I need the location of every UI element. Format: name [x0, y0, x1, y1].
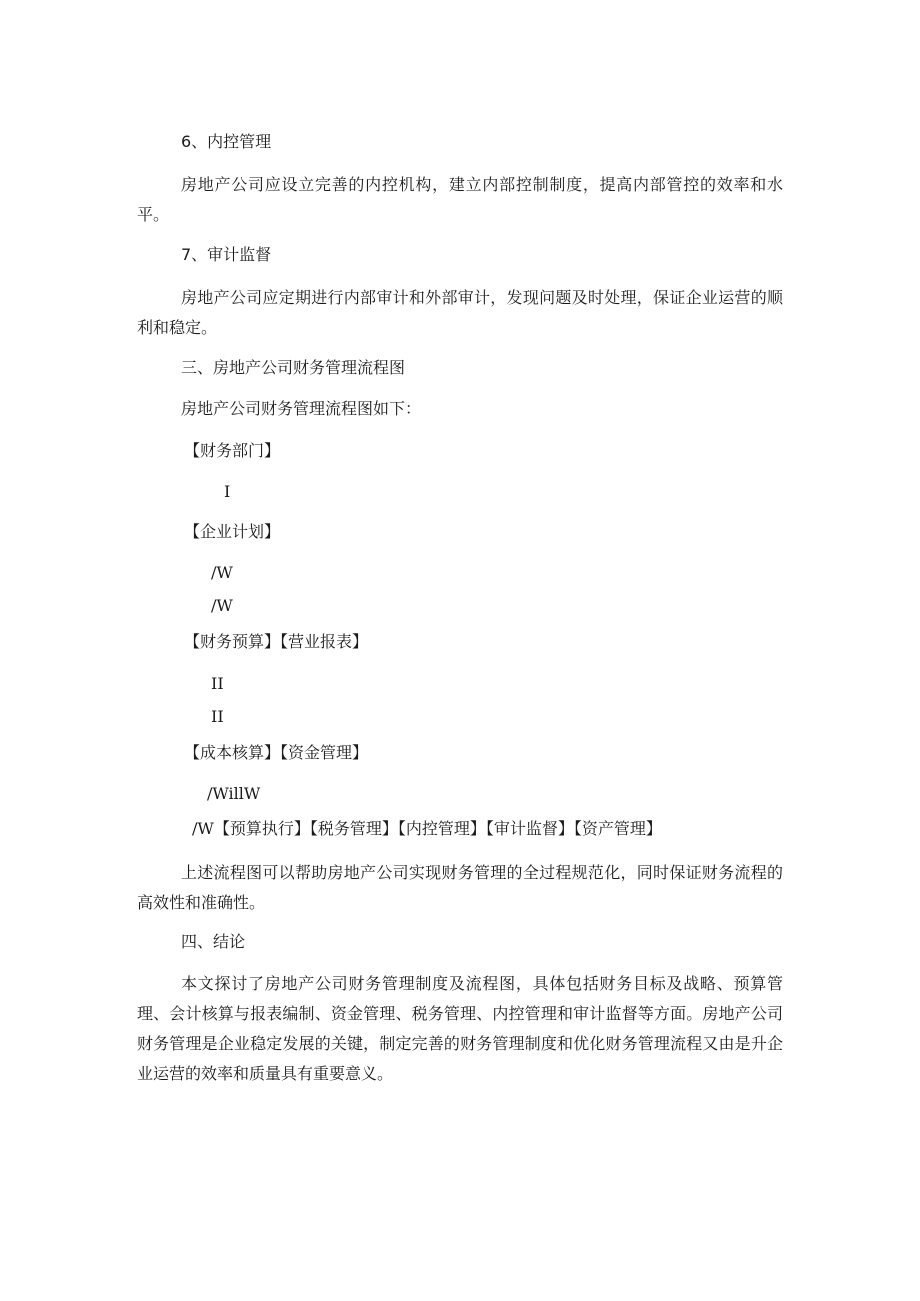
flow-node-labels: 【预算执行】【税务管理】【内控管理】【审计监督】【资产管理】 — [213, 819, 662, 838]
flow-node-budget-reports: 【财务预算】【营业报表】 — [184, 632, 369, 651]
conclusion-paragraph: 本文探讨了房地产公司财务管理制度及流程图，具体包括财务目标及战略、预算管理、会计核算与报表编制、资金管理、税务管理、内控管理和审计监督等方面。房地产公司财务管理是企业稳定发展的关键，制定完善的财务管理制度和优化财务管理流程又由是升企业运营的效率和质量具有重要意义。 — [137, 974, 783, 1083]
flow-connector: /W — [211, 563, 233, 582]
flow-connector: /W — [192, 819, 214, 838]
flow-node-execution-row — [192, 818, 662, 840]
flow-connector: I — [224, 482, 231, 501]
flow-connector: II — [211, 674, 224, 693]
flow-node-cost-capital: 【成本核算】【资金管理】 — [184, 743, 369, 762]
flow-connector: /WillW — [207, 784, 261, 803]
flow-node-enterprise-plan: 【企业计划】 — [184, 522, 281, 541]
flow-connector: II — [211, 707, 224, 726]
flowchart-intro: 房地产公司财务管理流程图如下： — [181, 399, 422, 418]
part-3-heading: 三、房地产公司财务管理流程图 — [181, 358, 406, 377]
flow-node-finance-dept: 【财务部门】 — [184, 441, 281, 460]
flow-connector: /W — [211, 596, 233, 615]
part-4-heading: 四、结论 — [181, 932, 246, 951]
summary-paragraph: 上述流程图可以帮助房地产公司实现财务管理的全过程规范化，同时保证财务流程的高效性和准确性。 — [137, 863, 783, 912]
section-6-heading: 6、内控管理 — [181, 132, 272, 151]
section-7-paragraph: 房地产公司应定期进行内部审计和外部审计，发现问题及时处理，保证企业运营的顺利和稳定。 — [137, 288, 783, 337]
section-6-paragraph: 房地产公司应设立完善的内控机构，建立内部控制制度，提高内部管控的效率和水平。 — [137, 175, 783, 224]
section-7-heading: 7、审计监督 — [181, 245, 272, 264]
